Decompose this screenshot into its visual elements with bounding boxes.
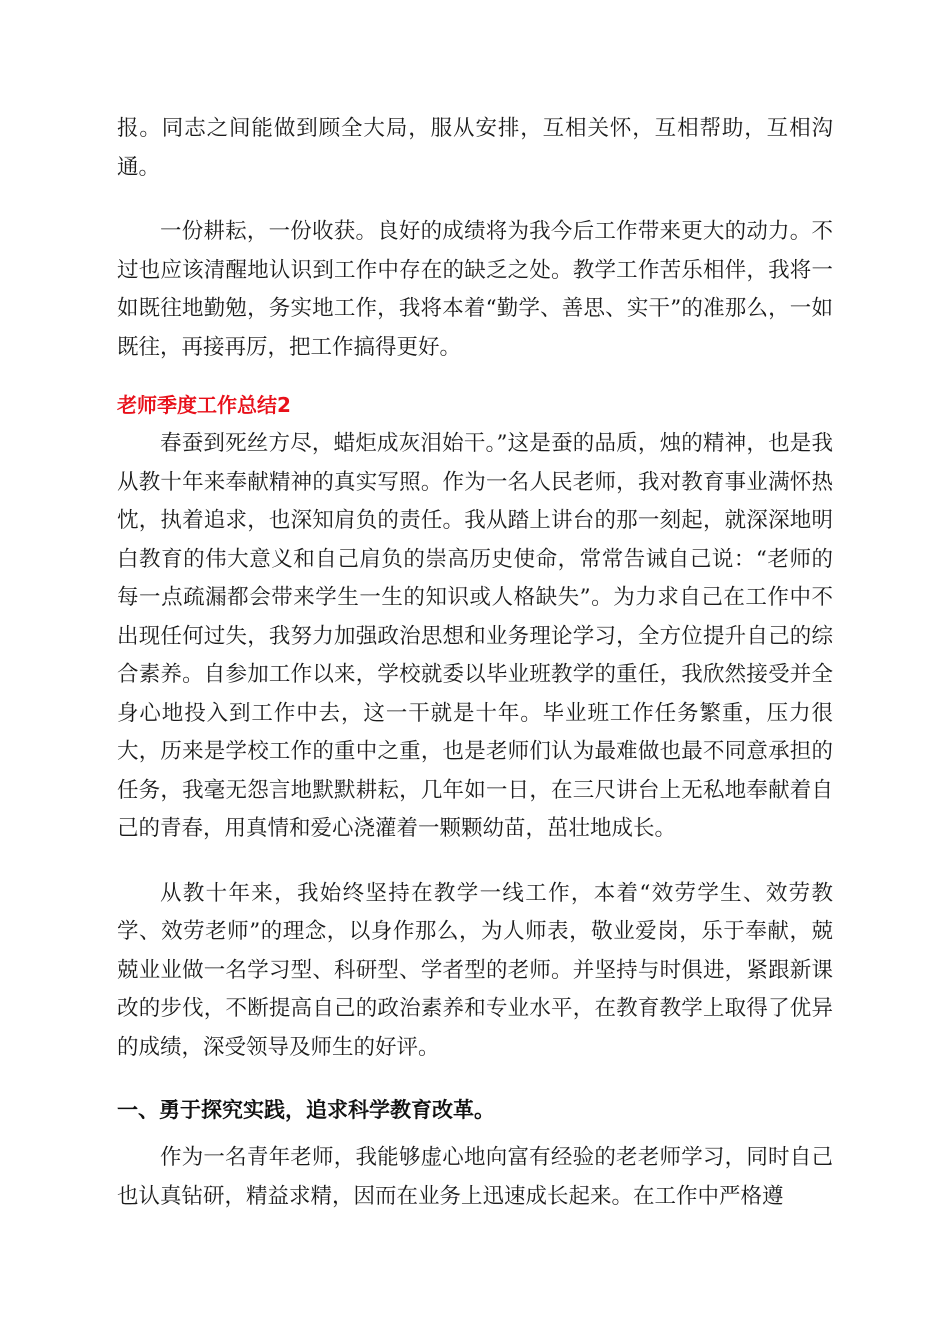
paragraph-continued: 报。同志之间能做到顾全大局，服从安排，互相关怀，互相帮助，互相沟通。 [117, 116, 833, 180]
paragraph-silkworm: 春蚕到死丝方尽，蜡炬成灰泪始干。”这是蚕的品质，烛的精神，也是我从教十年来奉献精神的真实写照。作为一名人民老师，我对教育事业满怀热忱，执着追求，也深知肩负的责任。我从踏上讲台的那一刻起，就深深地明白教育的伟大意义和自己肩负的崇高历史使命，常常告诫自己说：“老师的每一点疏漏都会带来学生一生的知识或人格缺失”。为力求自己在工作中不出现任何过失，我努力加强政治思想和业务理论学习，全方位提升自己的综合素养。自参加工作以来，学校就委以毕业班教学的重任，我欣然接受并全身心地投入到工作中去，这一干就是十年。毕业班工作任务繁重，压力很大，历来是学校工作的重中之重，也是老师们认为最难做也最不同意承担的任务，我毫无怨言地默默耕耘，几年如一日，在三尺讲台上无私地奉献着自己的青春，用真情和爱心浇灌着一颗颗幼苗，茁壮地成长。 [117, 431, 833, 841]
section-title: 老师季度工作总结2 [117, 393, 291, 417]
document-page [117, 110, 833, 1216]
paragraph-young-teacher: 作为一名青年老师，我能够虚心地向富有经验的老老师学习，同时自己也认真钻研，精益求精，因而在业务上迅速成长起来。在工作中严格遵 [117, 1145, 833, 1209]
subheading: 一、勇于探究实践，追求科学教育改革。 [117, 1098, 495, 1122]
paragraph-ten-years: 从教十年来，我始终坚持在教学一线工作，本着“效劳学生、效劳教学、效劳老师”的理念，以身作那么，为人师表，敬业爱岗，乐于奉献，兢兢业业做一名学习型、科研型、学者型的老师。并坚持与时俱进，紧跟新课改的步伐，不断提高自己的政治素养和专业水平，在教育教学上取得了优异的成绩，深受领导及师生的好评。 [117, 880, 833, 1060]
paragraph-harvest: 一份耕耘，一份收获。良好的成绩将为我今后工作带来更大的动力。不过也应该清醒地认识到工作中存在的缺乏之处。教学工作苦乐相伴，我将一如既往地勤勉，务实地工作，我将本着“勤学、善思、实干”的准那么，一如既往，再接再厉，把工作搞得更好。 [117, 219, 833, 360]
